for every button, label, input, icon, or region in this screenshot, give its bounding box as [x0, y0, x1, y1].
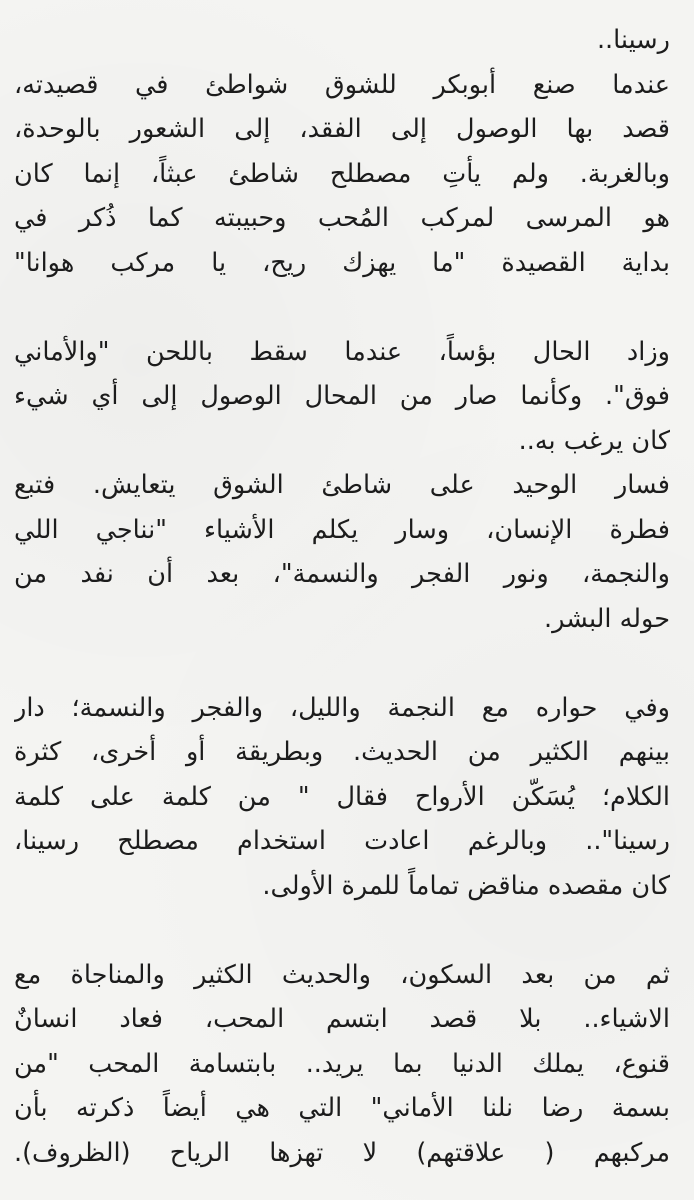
paragraph-gap — [14, 908, 670, 953]
text-line: هو المرسى لمركب المُحب وحبيبته كما ذُكر في — [14, 203, 670, 233]
text-line: مركبهم ( علاقتهم) لا تهزها الرياح (الظروف). — [14, 1137, 670, 1168]
text-line: بسمة رضا نلنا الأماني" التي هي أيضاً ذكرته بأن — [14, 1093, 670, 1123]
text-line: وزاد الحال بؤساً، عندما سقط باللحن "والأماني — [14, 336, 670, 367]
paragraph-3 — [14, 686, 670, 909]
text-line: وبالغربة. ولم يأتِ مصطلح شاطئ عبثاً، إنما كان — [14, 158, 670, 189]
text-line: بينهم الكثير من الحديث. وبطريقة أو أخرى، كثرة — [14, 737, 670, 767]
text-line: وفي حواره مع النجمة والليل، والفجر والنسمة؛ دار — [14, 692, 670, 723]
text-line: فوق". وكأنما صار من المحال الوصول إلى أي شيء — [14, 381, 670, 411]
text-line: فسار الوحيد على شاطئ الشوق يتعايش. فتبع — [14, 470, 670, 500]
text-line: ثم من بعد السكون، والحديث الكثير والمناجاة مع — [14, 959, 670, 990]
text-line: والنجمة، ونور الفجر والنسمة"، بعد أن نفد من — [14, 559, 670, 589]
paragraph-gap — [14, 285, 670, 330]
paragraph-4 — [14, 953, 670, 1176]
text-line: كان مقصده مناقض تماماً للمرة الأولى. — [262, 870, 670, 901]
text-line: الكلام؛ يُسَكّن الأرواح فقال " من كلمة على كلمة — [14, 781, 670, 812]
text-line: رسينا".. وبالرغم اعادت استخدام مصطلح رسينا، — [14, 826, 670, 856]
text-line: عندما صنع أبوبكر للشوق شواطئ في قصيدته، — [14, 69, 670, 100]
text-line: بداية القصيدة "ما يهزك ريح، يا مركب هوانا" — [14, 247, 670, 278]
text-line: فطرة الإنسان، وسار يكلم الأشياء "نناجي اللي — [14, 514, 670, 545]
paragraph-gap — [14, 641, 670, 686]
text-line: حوله البشر. — [544, 603, 670, 634]
text-line: الاشياء.. بلا قصد ابتسم المحب، فعاد انسانٌ — [14, 1004, 670, 1034]
paragraph-1 — [14, 18, 670, 285]
text-line: قصد بها الوصول إلى الفقد، إلى الشعور بالوحدة، — [14, 114, 670, 144]
text-line: كان يرغب به.. — [518, 425, 670, 456]
text-line: رسينا.. — [596, 25, 670, 55]
paragraph-2 — [14, 330, 670, 642]
text-line: قنوع، يملك الدنيا بما يريد.. بابتسامة المحب "من — [14, 1048, 670, 1079]
